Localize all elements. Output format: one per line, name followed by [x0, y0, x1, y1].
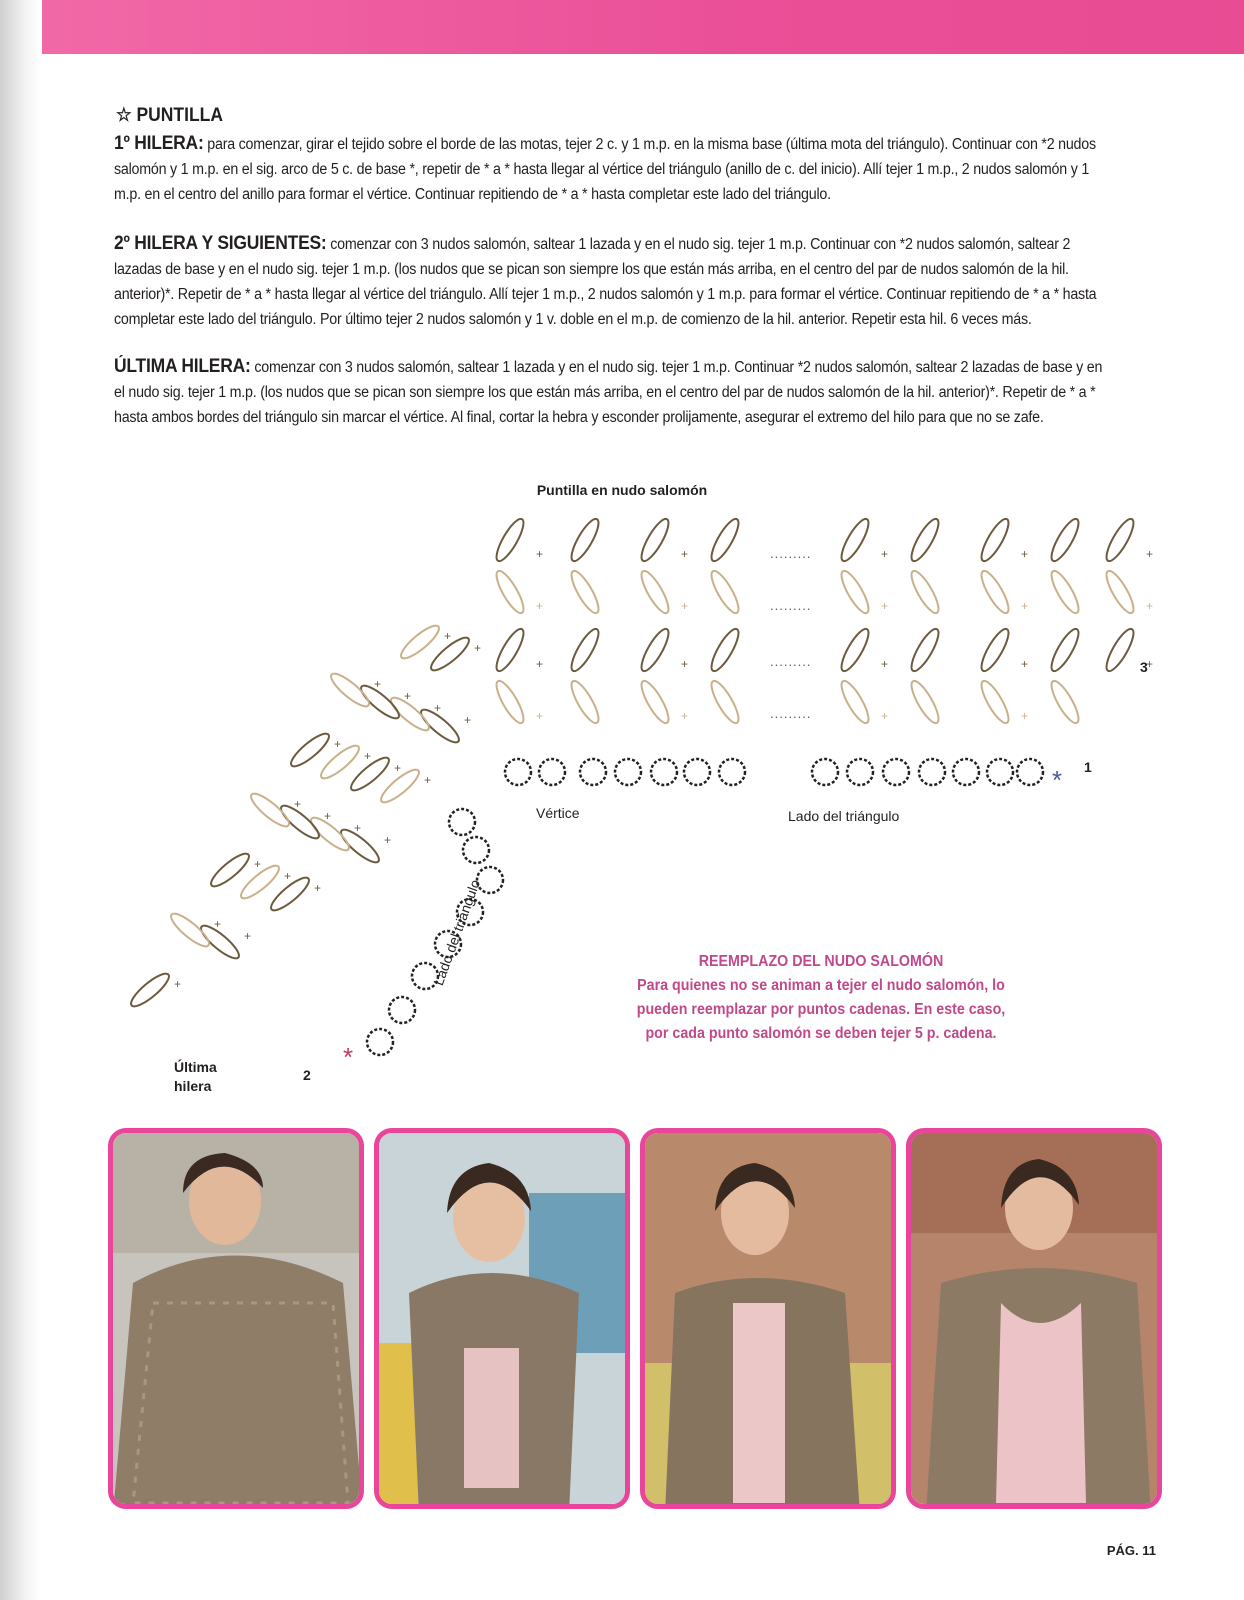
svg-text:.........: ......... [770, 654, 812, 669]
mota-motif [987, 759, 1013, 785]
label-side-horizontal: Lado del triángulo [788, 808, 900, 824]
salomon-knot [977, 516, 1013, 565]
mota-motif [367, 1029, 393, 1055]
row-number-1: 1 [1084, 759, 1092, 775]
stitch-mark: + [254, 857, 262, 871]
stitch-mark: + [536, 657, 544, 671]
mota-motif [449, 809, 475, 835]
stitch-mark: + [681, 599, 689, 613]
salomon-knot [567, 626, 603, 675]
mota-motif [505, 759, 531, 785]
page-number: PÁG. 11 [1106, 1543, 1156, 1558]
stitch-mark: + [284, 869, 292, 883]
row-number-3: 3 [1140, 659, 1148, 675]
mota-motif [615, 759, 641, 785]
mota-motif [477, 867, 503, 893]
svg-text:.........: ......... [770, 598, 812, 613]
stitch-mark: + [536, 547, 544, 561]
stitch-mark: + [681, 709, 689, 723]
salomon-knot [1047, 516, 1083, 565]
salomon-knot [1047, 568, 1083, 617]
instruction-label: 2º HILERA Y SIGUIENTES: [114, 233, 327, 254]
salomon-knot [637, 678, 673, 727]
salomon-knot [907, 626, 943, 675]
stitch-mark: + [474, 641, 482, 655]
instruction-label: 1º HILERA: [114, 133, 204, 154]
label-last-row [174, 1058, 217, 1096]
instruction-text: comenzar con 3 nudos salomón, saltear 1 lazada y en el nudo sig. tejer 1 m.p. Continuar *2 nudos salomón, saltear 2 lazadas de base y en el nudo sig. tejer 1 m.p. (los nudos que se pican son siempre los que están más arriba, en el centro del par de nudos salomón de la hil. anterior)*. Repetir de * a * hasta ambos bordes del triángulo sin marcar el vértice. Al final, cortar la hebra y esconder prolijamente, asegurar el extremo del hilo para que no se zafe. [114, 359, 1103, 426]
start-asterisk-left: * [343, 1042, 354, 1072]
mota-motif [812, 759, 838, 785]
salomon-knot [977, 626, 1013, 675]
label-last-row-line1: Última [174, 1059, 217, 1075]
replacement-note-line: por cada punto salomón se deben tejer 5 p. cadena. [645, 1025, 997, 1042]
stitch-mark: + [881, 599, 889, 613]
section-title: ☆ PUNTILLA [116, 105, 223, 126]
diagram-top-section [492, 516, 1153, 727]
salomon-knot [707, 626, 743, 675]
stitch-mark: + [174, 977, 182, 991]
stitch-mark: + [881, 709, 889, 723]
mota-motif [883, 759, 909, 785]
salomon-knot [127, 969, 173, 1011]
stitch-mark: + [1146, 599, 1154, 613]
stitch-mark: + [424, 773, 432, 787]
stitch-mark: + [384, 833, 392, 847]
salomon-knot [1047, 626, 1083, 675]
diagram-left-section [127, 621, 484, 1011]
stitch-mark: + [374, 677, 382, 691]
stitch-mark: + [404, 689, 412, 703]
salomon-knot [1102, 516, 1138, 565]
mota-motif [651, 759, 677, 785]
photo-model-3 [640, 1128, 896, 1509]
diagram-dots [770, 546, 812, 721]
salomon-knot [837, 516, 873, 565]
stitch-mark: + [881, 657, 889, 671]
instruction-text: comenzar con 3 nudos salomón, saltear 1 lazada y en el nudo sig. tejer 1 m.p. Continuar con *2 nudos salomón, saltear 2 lazadas de base y en el nudo sig. tejer 1 m.p. (los nudos que se pican son siempre los que están más arriba, en el centro del par de nudos salomón de la hil. anterior)*. Repetir de * a * hasta llegar al vértice del triángulo. Allí tejer 1 m.p., 2 nudos salomón y 1 m.p. para formar el vértice. Continuar repitiendo de * a * hasta completar este lado del triángulo. Por último tejer 2 nudos salomón y 1 v. doble en el m.p. de comienzo de la hil. anterior. Repetir esta hil. 6 veces más. [114, 236, 1097, 328]
stitch-mark: + [334, 737, 342, 751]
diagram-title: Puntilla en nudo salomón [536, 482, 708, 498]
salomon-knot [327, 669, 373, 711]
salomon-knot [637, 568, 673, 617]
stitch-mark: + [434, 701, 442, 715]
salomon-knot [637, 516, 673, 565]
salomon-knot [1102, 568, 1138, 617]
mota-motif [580, 759, 606, 785]
mota-motif [953, 759, 979, 785]
salomon-knot [707, 678, 743, 727]
stitch-mark: + [294, 797, 302, 811]
salomon-knot [167, 909, 213, 951]
stitch-mark: + [364, 749, 372, 763]
stitch-mark: + [681, 547, 689, 561]
stitch-mark: + [354, 821, 362, 835]
mota-motif [539, 759, 565, 785]
salomon-knot [907, 678, 943, 727]
salomon-knot [492, 568, 528, 617]
salomon-knot [977, 678, 1013, 727]
salomon-knot [707, 568, 743, 617]
stitch-mark: + [244, 929, 252, 943]
salomon-knot [837, 678, 873, 727]
stitch-mark: + [536, 599, 544, 613]
label-side-diagonal: Lado del triángulo [430, 877, 484, 988]
stitch-mark: + [314, 881, 322, 895]
photo-model-1 [108, 1128, 364, 1509]
mota-motif [1017, 759, 1043, 785]
mota-motif [919, 759, 945, 785]
salomon-knot [837, 626, 873, 675]
salomon-knot [907, 568, 943, 617]
photo-model-4 [906, 1128, 1162, 1509]
replacement-note-line: pueden reemplazar por puntos cadenas. En este caso, [636, 1001, 1006, 1018]
stitch-mark: + [881, 547, 889, 561]
salomon-knot [977, 568, 1013, 617]
mota-motif [719, 759, 745, 785]
svg-text:.........: ......... [770, 706, 812, 721]
stitch-mark: + [1146, 547, 1154, 561]
salomon-knot [567, 568, 603, 617]
mota-motif [684, 759, 710, 785]
stitch-mark: + [444, 629, 452, 643]
salomon-knot [907, 516, 943, 565]
salomon-knot [837, 568, 873, 617]
stitch-mark: + [214, 917, 222, 931]
stitch-mark: + [536, 709, 544, 723]
salomon-knot [492, 626, 528, 675]
salomon-knot [707, 516, 743, 565]
stitch-mark: + [394, 761, 402, 775]
salomon-knot [567, 678, 603, 727]
stitch-mark: + [1021, 657, 1029, 671]
replacement-note-title: REEMPLAZO DEL NUDO SALOMÓN [698, 953, 944, 970]
stitch-mark: + [1021, 709, 1029, 723]
start-asterisk-right: * [1052, 765, 1063, 795]
salomon-knot [247, 789, 293, 831]
instruction-text: para comenzar, girar el tejido sobre el borde de las motas, tejer 2 c. y 1 m.p. en la misma base (última mota del triángulo). Continuar con *2 nudos salomón y 1 m.p. en el sig. arco de 5 c. de base *, repetir de * a * hasta llegar al vértice del triángulo (anillo de c. del inicio). Allí tejer 1 m.p., 2 nudos salomón y 1 m.p. en el centro del anillo para formar el vértice. Continuar repitiendo de * a * hasta completar este lado del triángulo. [114, 136, 1096, 203]
mota-motif [463, 837, 489, 863]
stitch-mark: + [324, 809, 332, 823]
label-last-row-line2: hilera [174, 1078, 212, 1094]
salomon-knot [637, 626, 673, 675]
label-vertice: Vértice [536, 805, 580, 821]
replacement-note-line: Para quienes no se animan a tejer el nudo salomón, lo [637, 977, 1005, 994]
salomon-knot [567, 516, 603, 565]
stitch-mark: + [1021, 599, 1029, 613]
photo-model-2 [374, 1128, 630, 1509]
svg-text:.........: ......... [770, 546, 812, 561]
stitch-mark: + [681, 657, 689, 671]
instruction-label: ÚLTIMA HILERA: [114, 356, 251, 377]
mota-motif [847, 759, 873, 785]
replacement-note [623, 950, 1019, 1046]
salomon-knot [492, 516, 528, 565]
stitch-mark: + [464, 713, 472, 727]
stitch-mark: + [1146, 657, 1154, 671]
salomon-knot [1047, 678, 1083, 727]
mota-motif [389, 997, 415, 1023]
salomon-knot [1102, 626, 1138, 675]
salomon-knot [492, 678, 528, 727]
stitch-mark: + [1021, 547, 1029, 561]
row-number-2: 2 [303, 1067, 311, 1083]
